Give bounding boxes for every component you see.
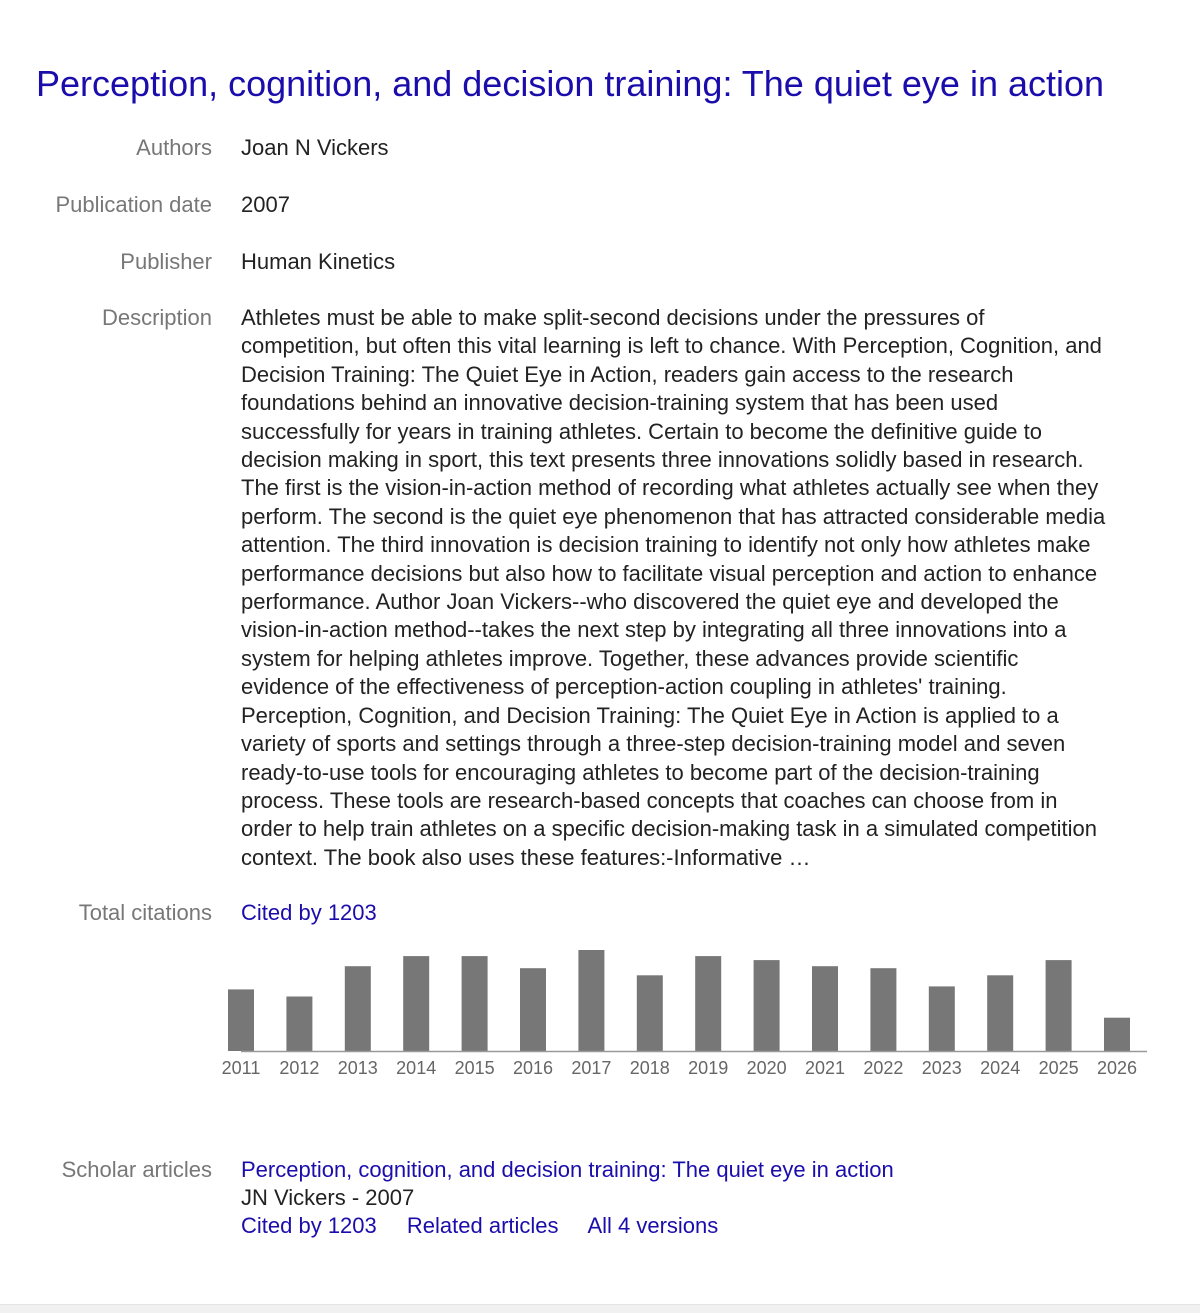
description-line: order to help train athletes on a specific decision-making task in a simulated competition [241, 816, 1098, 842]
year-tick-label: 2015 [454, 1058, 495, 1078]
year-tick-label: 2018 [629, 1058, 670, 1078]
scholar-article-title-link[interactable]: Perception, cognition, and decision training: The quiet eye in action [241, 1157, 894, 1182]
publisher-label: Publisher [120, 249, 212, 274]
citation-bar-2020[interactable] [754, 960, 780, 1051]
description-line: perform. The second is the quiet eye phenomenon that has attracted considerable media [241, 503, 1106, 529]
year-tick-label: 2023 [921, 1058, 962, 1078]
description-text [241, 304, 1161, 872]
year-tick-label: 2019 [688, 1058, 729, 1078]
citations-chart [221, 940, 1151, 1090]
citation-bar-2014[interactable] [403, 956, 429, 1051]
scholar-article-links [241, 1212, 894, 1240]
publication-date-value: 2007 [241, 192, 290, 217]
publication-date-label: Publication date [55, 192, 212, 217]
citation-bar-2022[interactable] [870, 968, 896, 1051]
authors-value: Joan N Vickers [241, 135, 389, 160]
year-tick-label: 2025 [1038, 1058, 1079, 1078]
description-line: successfully for years in training athletes. Certain to become the definitive guide to [241, 418, 1042, 444]
description-line: context. The book also uses these features:-Informative … [241, 844, 811, 870]
citation-bar-2019[interactable] [695, 956, 721, 1051]
citations-chart-svg [221, 940, 1151, 1090]
description-line: competition, but often this vital learning is left to chance. With Perception, Cognition, and [241, 333, 1102, 359]
year-tick-label: 2016 [512, 1058, 554, 1078]
citation-bar-2025[interactable] [1046, 960, 1072, 1051]
year-tick-label: 2024 [980, 1058, 1021, 1078]
citation-bar-2026[interactable] [1104, 1018, 1130, 1051]
year-tick-label: 2011 [221, 1058, 261, 1078]
cited-by-link[interactable]: Cited by 1203 [241, 900, 377, 925]
description-line: system for helping athletes improve. Together, these advances provide scientific [241, 645, 1019, 671]
description-line: variety of sports and settings through a three-step decision-training model and seven [241, 731, 1066, 757]
authors-label: Authors [136, 135, 212, 160]
publisher-value: Human Kinetics [241, 249, 396, 274]
description-line: ready-to-use tools for encouraging athletes to become part of the decision-training [241, 759, 1040, 785]
citation-bar-2024[interactable] [987, 975, 1013, 1051]
citation-bar-2017[interactable] [578, 950, 604, 1051]
description-line: attention. The third innovation is decision training to identify not only how athletes make [241, 532, 1091, 558]
scholar-articles-label: Scholar articles [61, 1157, 212, 1182]
description-line: Athletes must be able to make split-second decisions under the pressures of [241, 305, 985, 330]
citation-bar-2018[interactable] [637, 975, 663, 1051]
description-line: Decision Training: The Quiet Eye in Action, readers gain access to the research [241, 361, 1014, 387]
year-tick-label: 2020 [746, 1058, 787, 1078]
citation-bar-2013[interactable] [345, 966, 371, 1051]
year-tick-label: 2017 [571, 1058, 612, 1078]
year-tick-label: 2013 [337, 1058, 378, 1078]
description-label: Description [101, 305, 212, 330]
total-citations-label: Total citations [78, 900, 212, 925]
description-line: The first is the vision-in-action method of recording what athletes actually see when they [241, 475, 1099, 501]
footer-bar [0, 1304, 1200, 1313]
scholar-cited-by-link[interactable]: Cited by 1203 [241, 1213, 377, 1238]
description-line: process. These tools are research-based concepts that coaches can choose from in [241, 787, 1058, 813]
scholar-article-byline: JN Vickers - 2007 [241, 1185, 415, 1210]
citation-bar-2015[interactable] [462, 956, 488, 1051]
description-line: performance decisions but also how to facilitate visual perception and action to enhance [241, 560, 1098, 586]
description-line: evidence of the effectiveness of perception-action coupling in athletes' training. [241, 674, 1007, 700]
citation-bar-2012[interactable] [286, 997, 312, 1052]
year-tick-label: 2014 [396, 1058, 437, 1078]
description-line: Perception, Cognition, and Decision Training: The Quiet Eye in Action is applied to a [241, 702, 1059, 728]
citation-bar-2011[interactable] [228, 989, 254, 1051]
citation-bar-2021[interactable] [812, 966, 838, 1051]
description-line: vision-in-action method--takes the next step by integrating all three innovations into a [241, 617, 1067, 643]
year-tick-label: 2012 [279, 1058, 320, 1078]
year-tick-label: 2021 [804, 1058, 846, 1078]
year-tick-label: 2022 [863, 1058, 904, 1078]
page-title[interactable]: Perception, cognition, and decision training: The quiet eye in action [36, 63, 1105, 104]
description-line: foundations behind an innovative decision-training system that has been used [241, 390, 999, 416]
citation-bar-2023[interactable] [929, 986, 955, 1051]
related-articles-link[interactable]: Related articles [406, 1213, 559, 1238]
description-line: performance. Author Joan Vickers--who discovered the quiet eye and developed the [241, 589, 1059, 615]
description-line: decision making in sport, this text presents three innovations solidly based in research. [241, 447, 1084, 473]
all-versions-link[interactable]: All 4 versions [587, 1213, 719, 1238]
scholar-articles-block [241, 1156, 894, 1240]
citation-bar-2016[interactable] [520, 968, 546, 1051]
year-tick-label: 2026 [1096, 1058, 1138, 1078]
